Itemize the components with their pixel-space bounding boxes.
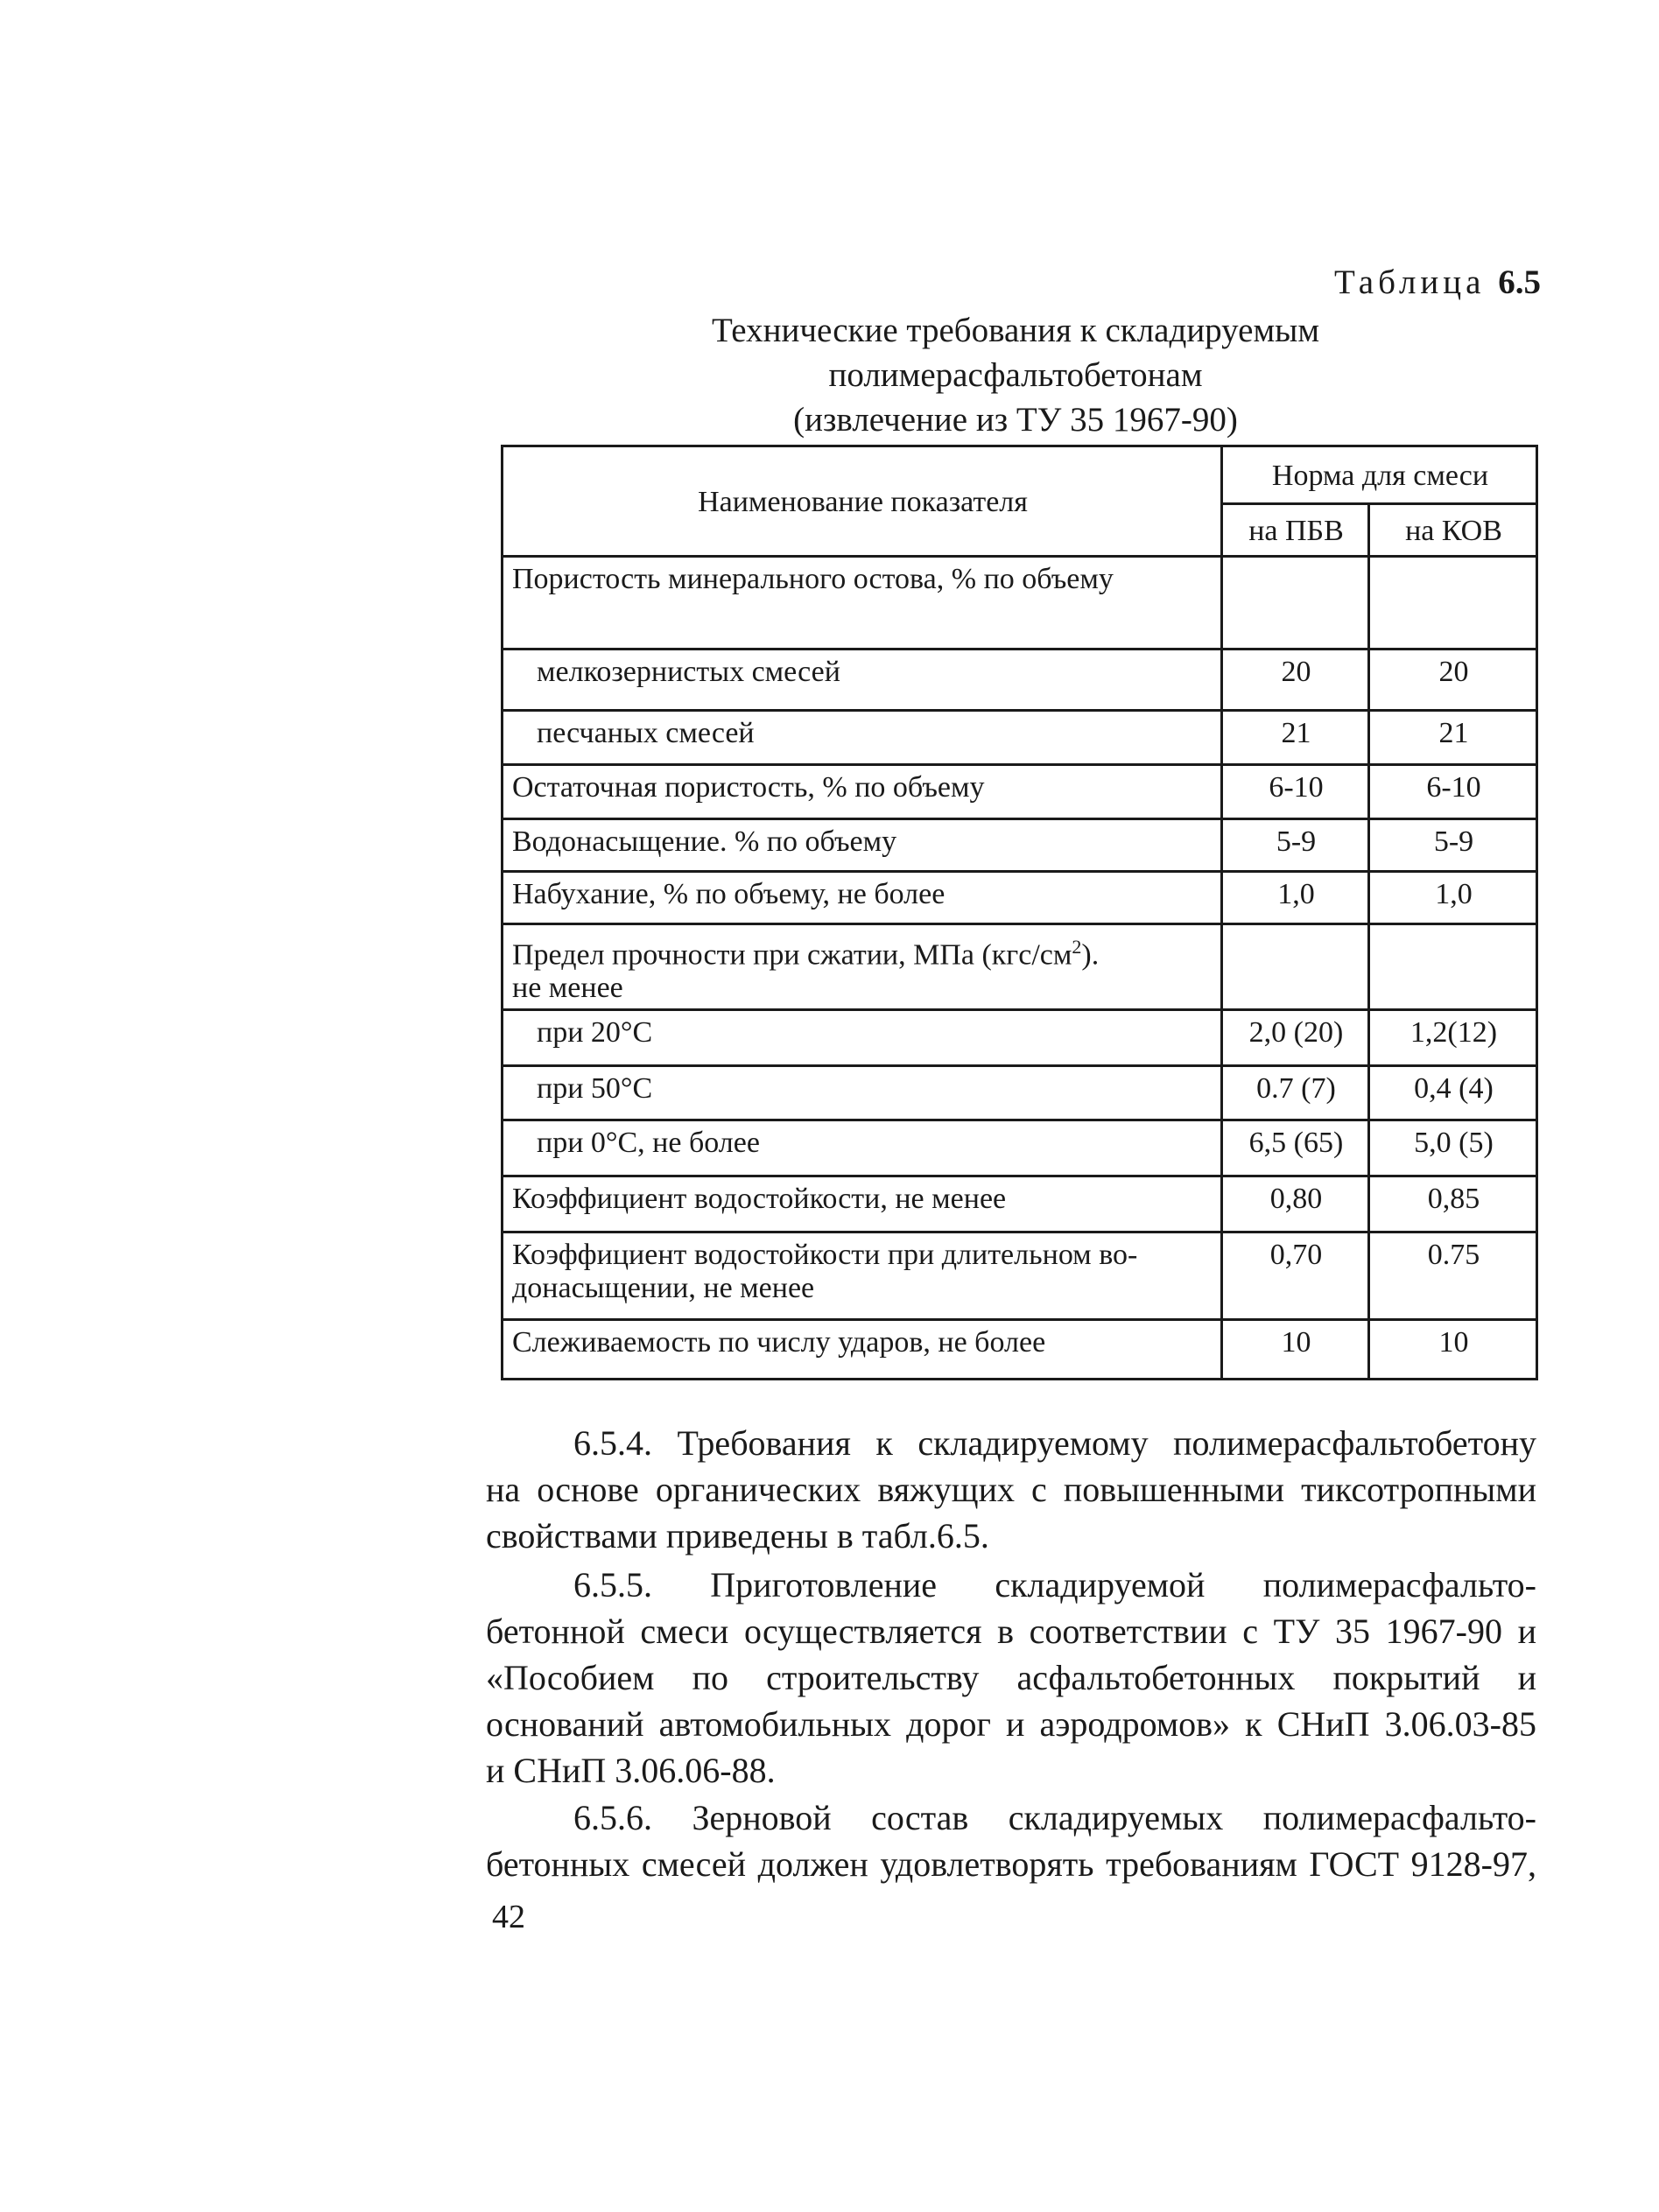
table-row [503, 711, 1537, 765]
paragraph-line: 6.5.6. Зерновой состав складируемых полимерасфальто- [573, 1798, 1536, 1837]
paragraph-6-5-5 [486, 1562, 1536, 1794]
paragraph-line: оснований автомобильных дорог и аэродромов» к СНиП 3.06.03-85 [486, 1704, 1536, 1744]
row-kov [1369, 924, 1537, 1010]
row-pbv: 5-9 [1222, 819, 1369, 872]
row-pbv: 1,0 [1222, 872, 1369, 924]
paragraph-6-5-6 [486, 1794, 1536, 1887]
paragraph-6-5-4 [486, 1420, 1536, 1559]
table-row [503, 765, 1537, 819]
superscript: 2 [1072, 936, 1082, 958]
row-name: Остаточная пористость, % по объему [503, 765, 1222, 819]
table-row [503, 1010, 1537, 1066]
row-pbv: 2,0 (20) [1222, 1010, 1369, 1066]
row-name: мелкозернистых смесей [503, 650, 1222, 711]
table-title-line: (извлечение из ТУ 35 1967-90) [793, 401, 1238, 439]
page-number: 42 [492, 1899, 525, 1935]
row-kov: 1,0 [1369, 872, 1537, 924]
table-row [503, 1120, 1537, 1176]
row-name: при 0°С, не более [503, 1120, 1222, 1176]
row-kov: 21 [1369, 711, 1537, 765]
row-kov: 6-10 [1369, 765, 1537, 819]
row-kov: 20 [1369, 650, 1537, 711]
paragraph-line: «Пособием по строительству асфальтобетонных покрытий и [486, 1658, 1536, 1697]
table-label-word: Таблица [1333, 263, 1486, 301]
table-row [503, 1232, 1537, 1320]
row-kov [1369, 557, 1537, 650]
table-row [503, 557, 1537, 650]
row-name-text: ). [1081, 938, 1100, 972]
table-row [503, 1066, 1537, 1120]
row-kov: 5,0 (5) [1369, 1120, 1537, 1176]
requirements-table [501, 445, 1538, 1380]
row-name-line2: не менее [512, 972, 623, 1005]
header-kov: на КОВ [1369, 504, 1537, 557]
header-pbv: на ПБВ [1222, 504, 1369, 557]
row-name: Пористость минерального остова, % по объему [503, 557, 1222, 650]
row-name: Водонасыщение. % по объему [503, 819, 1222, 872]
row-pbv: 20 [1222, 650, 1369, 711]
paragraph-line: 6.5.5. Приготовление складируемой полимерасфальто- [573, 1565, 1536, 1605]
row-name: при 50°С [503, 1066, 1222, 1120]
paragraph-line: свойствами приведены в табл.6.5. [486, 1516, 989, 1555]
table-row [503, 819, 1537, 872]
row-name: Набухание, % по объему, не более [503, 872, 1222, 924]
table-row [503, 1176, 1537, 1232]
row-name-text: Коэффициент водостойкости при длительном во- [512, 1239, 1138, 1272]
table-row [503, 650, 1537, 711]
table-title [508, 308, 1523, 442]
paragraph-line: и СНиП 3.06.06-88. [486, 1751, 776, 1790]
paragraph-line: бетонной смеси осуществляется в соответствии с ТУ 35 1967-90 и [486, 1612, 1536, 1651]
row-kov: 1,2(12) [1369, 1010, 1537, 1066]
table-label-number: 6.5 [1498, 263, 1541, 301]
row-pbv: 0,80 [1222, 1176, 1369, 1232]
row-kov: 10 [1369, 1320, 1537, 1380]
table-row [503, 1320, 1537, 1380]
table-row [503, 872, 1537, 924]
header-indicator: Наименование показателя [503, 446, 1222, 557]
row-pbv: 6,5 (65) [1222, 1120, 1369, 1176]
row-name-line2: донасыщении, не менее [512, 1272, 815, 1305]
row-name: песчаных смесей [503, 711, 1222, 765]
row-pbv: 0,70 [1222, 1232, 1369, 1320]
row-pbv [1222, 557, 1369, 650]
table-label [963, 263, 1541, 302]
row-pbv [1222, 924, 1369, 1010]
row-pbv: 21 [1222, 711, 1369, 765]
row-pbv: 6-10 [1222, 765, 1369, 819]
row-name: при 20°С [503, 1010, 1222, 1066]
row-kov: 0,4 (4) [1369, 1066, 1537, 1120]
row-name [503, 924, 1222, 1010]
table-row [503, 924, 1537, 1010]
row-name: Слеживаемость по числу ударов, не более [503, 1320, 1222, 1380]
table-title-line: Технические требования к складируемым [711, 312, 1320, 349]
row-name: Коэффициент водостойкости, не менее [503, 1176, 1222, 1232]
row-name [503, 1232, 1222, 1320]
paragraph-line: на основе органических вяжущих с повышенными тиксотропными [486, 1470, 1536, 1509]
row-pbv: 10 [1222, 1320, 1369, 1380]
table-header-row [503, 446, 1537, 504]
row-kov: 0.75 [1369, 1232, 1537, 1320]
table-title-line: полимерасфальтобетонам [828, 356, 1203, 394]
row-pbv: 0.7 (7) [1222, 1066, 1369, 1120]
row-name-text: Предел прочности при сжатии, МПа (кгс/см [512, 938, 1072, 972]
row-kov: 0,85 [1369, 1176, 1537, 1232]
row-kov: 5-9 [1369, 819, 1537, 872]
paragraph-line: 6.5.4. Требования к складируемому полимерасфальтобетону [573, 1423, 1536, 1463]
header-norm: Норма для смеси [1222, 446, 1537, 504]
paragraph-line: бетонных смесей должен удовлетворять требованиям ГОСТ 9128-97, [486, 1844, 1536, 1884]
